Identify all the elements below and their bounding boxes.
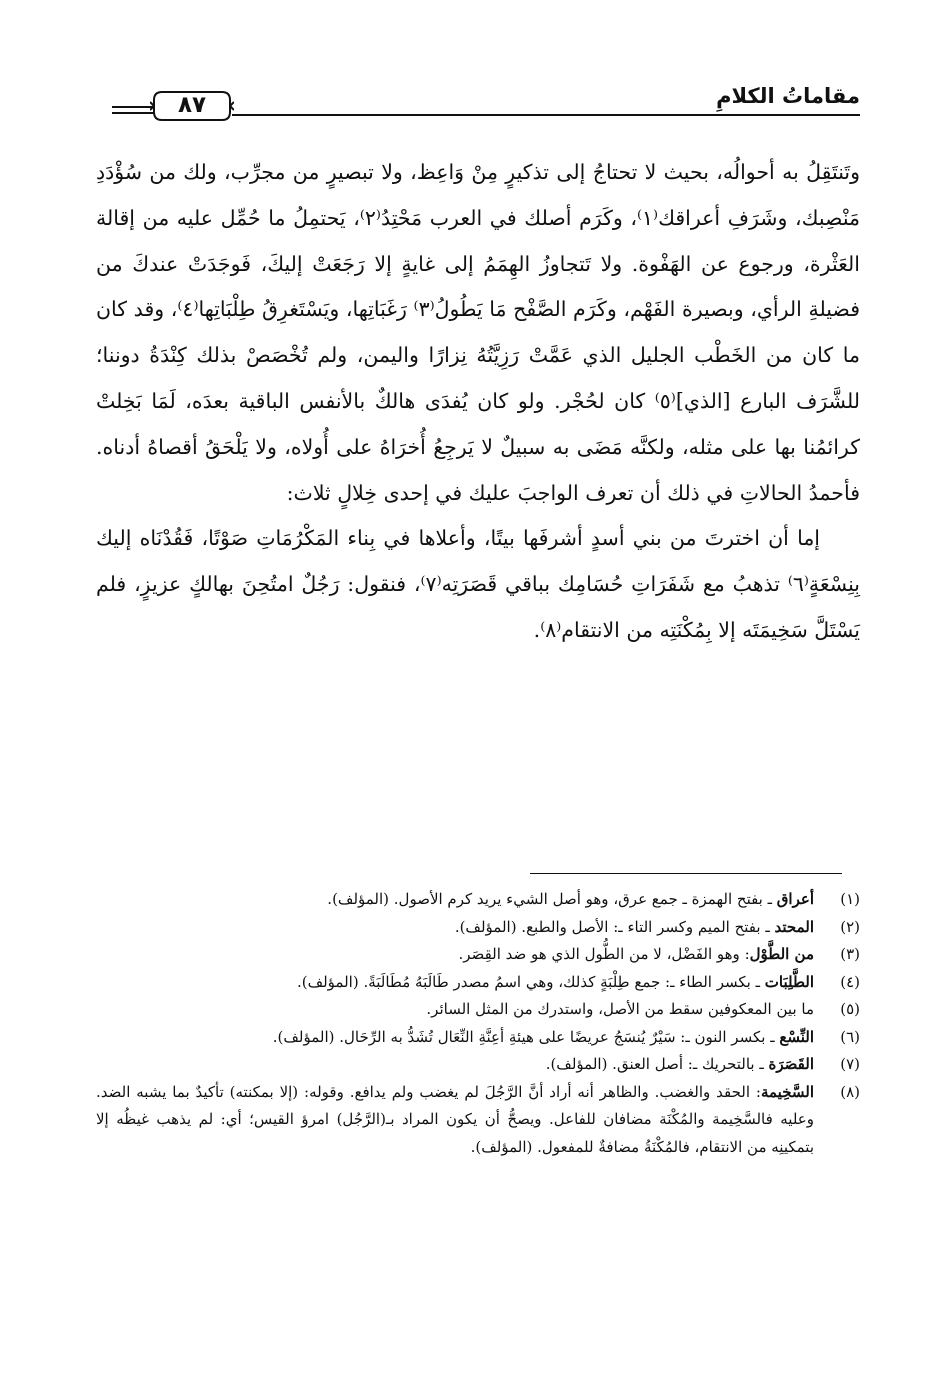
footnote [96,886,860,914]
footnote-number: (٤) [840,972,860,991]
footnote [96,1079,860,1162]
footnote-term: من الطَّوْل [749,945,814,963]
footnote-term: النِّسْع [779,1027,814,1046]
footnote-number: (٥) [840,1000,860,1018]
footnote-number: (٣) [840,945,860,963]
footnote [96,996,860,1024]
page-number: ٨٧ [177,92,207,118]
main-text [96,150,860,654]
header-rule [232,114,860,116]
footnote-text: ـ بفتح الهمزة ـ جمع عرق، وهو أصل الشيء يريد كرم الأصول. (المؤلف). [327,890,777,908]
footnote [96,1024,860,1052]
paragraph: إما أن اخترتَ من بني أسدٍ أشرفَها بيتًا، وأعلاها في بِناء المَكْرُمَاتِ صَوْتًا، فَقُدْنَاه إليك بِنِسْعَةٍ⁽٦⁾ تذهبُ مع شَفَرَاتِ حُسَامِك بباقي قَصَرَتِه⁽٧⁾، فنقول: رَجُلٌ امتُحِنَ بهالكٍ عزيزٍ، فلم يَسْتَلَّ سَخِيمَتَه إلا بِمُكْنَتِه من الانتقام⁽٨⁾. [96,526,860,642]
footnote-text: ما بين المعكوفين سقط من الأصل، واستدرك من المثل السائر. [426,1000,814,1018]
header-rule-left-top [112,106,154,108]
footnote-text: ـ بالتحريك ـ: أصل العنق. (المؤلف). [545,1055,769,1073]
paragraph: وتَنتَقِلُ به أحوالُه، بحيث لا تحتاجُ إلى تذكيرٍ مِنْ وَاعِظ، ولا تبصيرٍ من مجرِّب، ولك من سُؤْدَدِ مَنْصِبك، وشَرَفِ أعراقك⁽١⁾، وكَرَم أصلك في العرب مَحْتِدُ⁽٢⁾، يَحتمِلُ ما حُمِّل عليه من إقالة العَثْرة، ورجوع عن الهَفْوة. ولا تَتجاوزُ الهِمَمُ إلى غايةٍ إلا رَجَعَتْ إليكَ، فَوجَدَتْ عندكَ من فضيلةِ الرأي، وبصيرة الفَهْم، وكَرَم الصَّفْح مَا يَطُولُ⁽٣⁾ رَغَبَاتِها، ويَسْتَغرِقُ طِلْبَاتِها⁽٤⁾، وقد كان ما كان من الخَطْب الجليل الذي عَمَّتْ رَزِيَّتُهُ نِزارًا واليمن، ولم تُخْصَصْ بذلك كِنْدَةُ دوننا؛ للشَّرَف البارع [الذي]⁽٥⁾ كان لحُجْر. ولو كان يُفدَى هالكٌ بالأنفس الباقية بعدَه، لَمَا بَخِلتْ كرائمُنا بها على مثله، ولكنَّه مَضَى به سبيلٌ لا يَرجِعُ أُخرَاهُ على أُولاه، ولا يَلْحَقُ أقصاهُ أدناه. فأحمدُ الحالاتِ في ذلك أن تعرف الواجبَ عليك في إحدى خِلالٍ ثلاث: [96,160,860,505]
footnote [96,914,860,942]
footnote-text: ـ بكسر النون ـ: سَيْرٌ يُنسَجُ عريضًا على هيئةِ أعِنَّةِ النِّعَال تُشَدُّ به الرِّحَال. (المؤلف). [272,1027,780,1046]
footnote [96,941,860,969]
footnote-term: السَّخِيمة [760,1082,814,1101]
footnote-term: القَصَرَة [768,1055,814,1073]
footnote-text: : الحقد والغضب. والظاهر أنه أراد أنَّ الرَّجُلَ لم يغضب ولم يدافع. وقوله: (إلا بمكنته) تأكيدٌ بما يشبه الضد. وعليه فالسَّخِيمة والمُكْنَة مضافان للفاعل. ويصحُّ أن يكون المراد بـ(الرَّجُل) امرؤ القيس؛ أي: لم يذهب غيظُه إلا بتمكينِه من الانتقام، فالمُكْنَةُ مضافةٌ للمفعول. (المؤلف). [96,1082,814,1156]
running-header-title: مقاماتُ الكلامِ [716,84,860,108]
footnote-number: (٢) [840,917,860,936]
footnotes [96,886,860,1161]
footnote-term: المحتد [774,917,814,936]
footnote-number: (٦) [840,1027,860,1046]
footnote [96,969,860,997]
footnote-text: ـ بكسر الطاء ـ: جمع طِلْبَةٍ كذلك، وهي اسمُ مصدر طَالَبَهُ مُطَالَبَةً. (المؤلف). [296,972,765,991]
footnote-term: الطَّلِبَات [764,972,814,991]
footnote-number: (١) [840,890,860,908]
footnote [96,1051,860,1079]
footnote-term: أعراق [776,890,814,908]
footnote-text: ـ بفتح الميم وكسر التاء ـ: الأصل والطبع. (المؤلف). [454,917,775,936]
footnote-number: (٨) [840,1082,860,1101]
footnote-separator [530,873,842,874]
footnote-number: (٧) [840,1055,860,1073]
footnote-text: : وهو الفَضْل، لا من الطُّول الذي هو ضد القِصَر. [458,945,750,963]
header-rule-left-bottom [112,112,154,114]
